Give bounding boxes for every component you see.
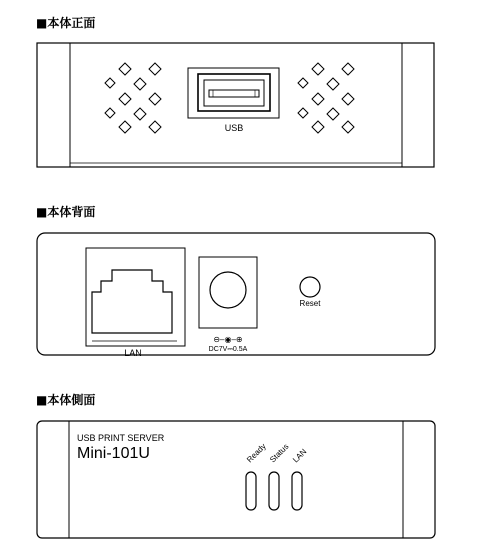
- led-label-lan: LAN: [291, 447, 309, 465]
- polarity-symbol: ⊖–◉–⊕: [213, 335, 243, 344]
- led-status: [269, 472, 279, 510]
- side-view-heading: ■本体側面: [36, 393, 96, 407]
- led-indicators: [246, 472, 302, 510]
- front-view-heading: ■本体正面: [36, 16, 96, 30]
- led-label-status: Status: [268, 442, 291, 465]
- reset-label: Reset: [299, 299, 321, 308]
- led-ready: [246, 472, 256, 510]
- power-rating-label: DC7V⎓0.5A: [208, 346, 248, 353]
- lan-port-label: LAN: [124, 348, 142, 358]
- back-view-heading: ■本体背面: [36, 205, 96, 219]
- product-subtitle: USB PRINT SERVER: [77, 433, 165, 443]
- led-lan: [292, 472, 302, 510]
- led-label-ready: Ready: [245, 441, 268, 465]
- product-model-name: Mini-101U: [77, 445, 150, 462]
- usb-label: USB: [224, 123, 244, 133]
